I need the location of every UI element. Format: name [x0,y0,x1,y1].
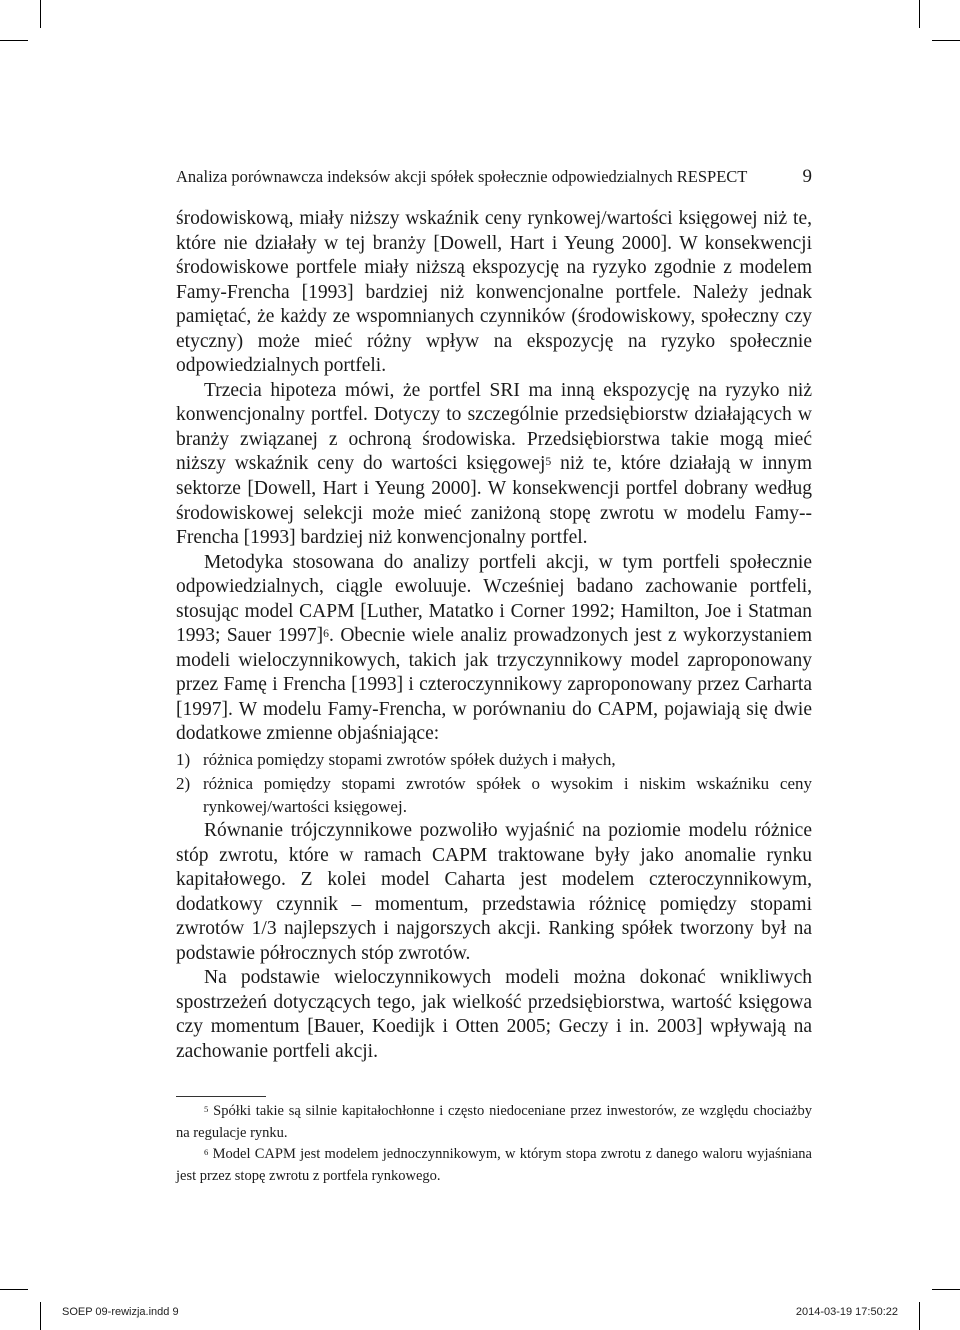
crop-mark-bottom-right-vertical [919,1302,920,1330]
footnote-number: 6 [204,1146,209,1157]
slug-datetime: 2014-03-19 17:50:22 [795,1306,898,1318]
list-item [176,772,812,818]
list-text: różnica pomiędzy stopami zwrotów spółek o wysokim i niskim wskaźniku ceny rynkowej/wartości księgowej. [203,774,812,817]
paragraph-text: środowiskową, miały niższy wskaźnik ceny rynkowej/wartości księgowej niż te, które nie działały w tej branży [Dowell, Hart i Yeung 2000]. W konsekwencji środowiskowe portfele miały niższą ekspozycję na ryzyko zgodnie z modelem Famy-Frencha [1993] bardziej niż konwencjonalne portfele. Należy jednak pamiętać, że każdy ze wspomnianych czynników (środowiskowy, społeczny czy etyczny) może mieć różny wpływ na ekspozycję na ryzyko społecznie odpowiedzialnych portfeli. [176,208,812,377]
paragraph [176,819,812,966]
footnote-reference[interactable]: 5 [545,455,552,469]
slug-file: SOEP 09-rewizja.indd 9 [62,1306,179,1318]
paragraph [176,966,812,1064]
paragraph [176,207,812,379]
paragraph-text: Równanie trójczynnikowe pozwoliło wyjaśnić na poziomie modelu różnice stóp zwrotu, które w ramach CAPM traktowane były jako anomalie rynku kapitałowego. Z kolei model Caharta jest modelem czteroczynnikowym, dodatkowy czynnik – momentum, przedstawia różnicę pomiędzy stopami zwrotów 1/3 najlepszych i najgorszych akcji. Ranking spółek tworzony był na podstawie półrocznych stóp zwrotów. [176,820,812,964]
footnote-reference[interactable]: 6 [323,627,330,641]
paragraph-text: Na podstawie wieloczynnikowych modeli można dokonać wnikliwych spostrzeżeń dotyczących tego, jak wielkość przedsiębiorstwa, wartość księgowa czy momentum [Bauer, Koedijk i Otten 2005; Geczy i in. 2003] wpływają na zachowanie portfeli akcji. [176,967,812,1062]
list-item [176,748,812,771]
paragraph-text: Trzecia hipoteza mówi, że portfel SRI ma inną ekspozycję na ryzyko niż konwencjonalny portfel. Dotyczy to szczególnie przedsiębiorstw działających w branży związanej z ochroną środowiska. Przedsiębiorstwa takie mogą mieć niższy wskaźnik ceny do wartości księgowej [176,379,812,475]
paragraphs-after-list [176,819,812,1064]
crop-mark-top-right-vertical [919,0,920,28]
crop-mark-top-left-horizontal [0,40,28,41]
crop-mark-top-left-vertical [40,0,41,28]
crop-mark-bottom-left-horizontal [0,1289,28,1290]
paragraph [176,379,812,551]
paragraphs-before-list [176,207,812,747]
list-text: różnica pomiędzy stopami zwrotów spółek dużych i małych, [203,750,616,770]
crop-mark-bottom-left-vertical [40,1302,41,1330]
paragraph-text: . Obecnie wiele analiz prowadzonych jest z wykorzystaniem modeli wieloczynnikowych, takich jak trzyczynnikowy model zaproponowany przez Famę i Frencha [1993] i czteroczynnikowy zaproponowany przez Carharta [1997]. W modelu Famy-Frencha, w porównaniu do CAPM, pojawiają się dwie dodatkowe zmienne objaśniające: [176,625,813,745]
running-header [176,166,812,188]
paragraph-text: Metodyka stosowana do analizy portfeli akcji, w tym portfeli społecznie odpowiedzialnych, ciągle ewoluuje. Wcześniej badano zachowanie portfeli, stosując model CAPM [Luther, Matatko i Corner 1992; Hamilton, Joe i Statman 1993; Sauer 1997] [176,551,812,647]
crop-mark-bottom-right-horizontal [932,1289,960,1290]
footnote [176,1144,812,1187]
crop-mark-top-right-horizontal [932,40,960,41]
page-number: 9 [802,166,812,187]
footnote [176,1101,812,1144]
paragraph-text: niż te, które działają w innym sektorze [Dowell, Hart i Yeung 2000]. W konsekwencji portfel dobrany według środowiskowej selekcji może mieć zaniżoną stopę zwrotu w modelu Famy--Frencha [1993] bardziej niż konwencjonalny portfel. [176,453,812,549]
footnote-rule [176,1096,266,1097]
running-title: Analiza porównawcza indeksów akcji spółek społecznie odpowiedzialnych RESPECT [176,167,748,186]
list-number: 2) [176,774,191,794]
numbered-list [176,748,812,818]
footnote-number: 5 [204,1103,209,1114]
paragraph [176,551,812,747]
footnote-text: Model CAPM jest modelem jednoczynnikowym, w którym stopa zwrotu z danego waloru wyjaśniana jest przez stopę zwrotu z portfela rynkowego. [176,1146,812,1184]
list-number: 1) [176,750,191,770]
footnotes [176,1101,812,1187]
footnote-text: Spółki takie są silnie kapitałochłonne i często niedoceniane przez inwestorów, ze względu chociażby na regulacje rynku. [176,1103,812,1141]
body-text [176,207,812,1065]
